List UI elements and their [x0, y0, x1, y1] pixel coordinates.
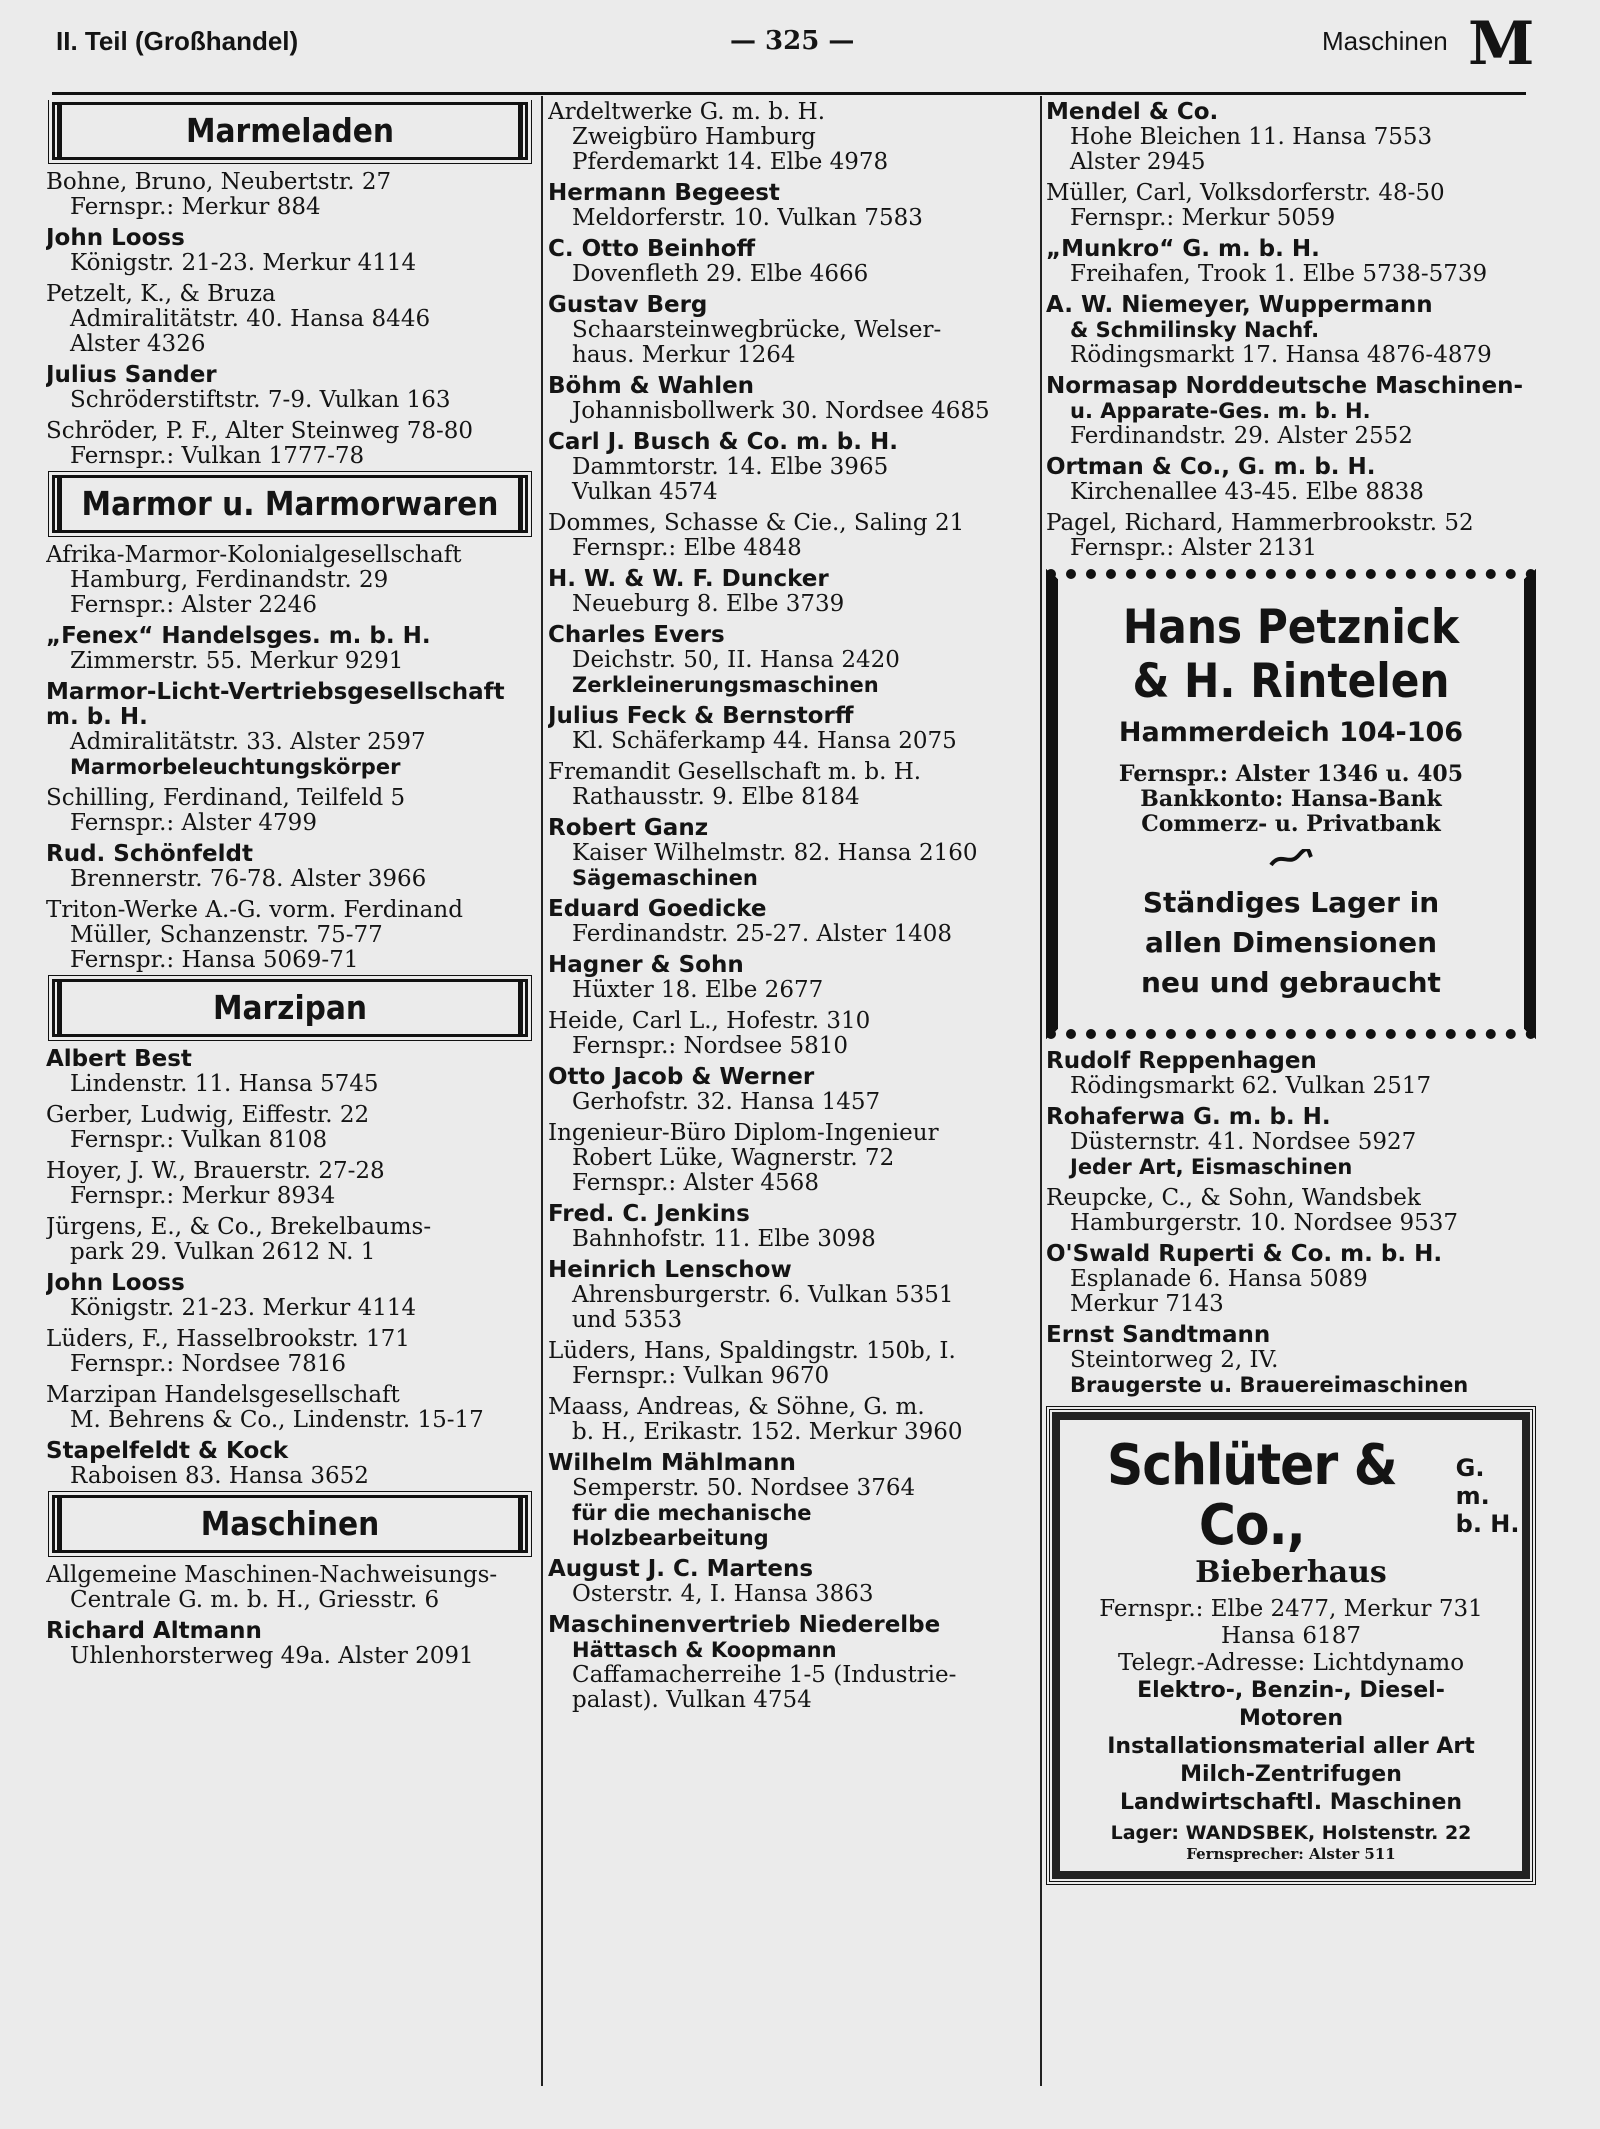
entry-detail: Meldorferstr. 10. Vulkan 7583 — [572, 205, 923, 231]
directory-entry — [548, 430, 1036, 505]
entry-detail: Freihafen, Trook 1. Elbe 5738-5739 — [1070, 261, 1488, 287]
section-title: II. Teil (Großhandel) — [56, 26, 299, 56]
entry-detail: Admiralitätstr. 33. Alster 2597 — [70, 729, 426, 755]
entry-name: August J. C. Martens — [548, 1556, 814, 1582]
directory-entry — [46, 363, 534, 413]
directory-entry — [46, 680, 534, 780]
entry-detail: Admiralitätstr. 40. Hansa 8446 — [70, 306, 431, 332]
entry-detail: Hamburgerstr. 10. Nordsee 9537 — [1070, 1210, 1459, 1236]
entry-detail: Schaarsteinwegbrücke, Welser- — [572, 317, 942, 343]
entry-detail: Sägemaschinen — [572, 866, 758, 890]
entry-detail: Vulkan 4574 — [572, 479, 718, 505]
entry-detail: Kaiser Wilhelmstr. 82. Hansa 2160 — [572, 840, 978, 866]
directory-entry — [46, 1215, 534, 1265]
column-2 — [548, 100, 1036, 2100]
entry-name: Dommes, Schasse & Cie., Saling 21 — [548, 510, 965, 536]
entry-name: Marzipan Handelsgesellschaft — [46, 1382, 400, 1408]
entry-name: Rud. Schönfeldt — [46, 841, 253, 867]
entry-name: Mendel & Co. — [1046, 100, 1219, 125]
directory-entry — [46, 786, 534, 836]
entry-name: Julius Sander — [46, 362, 217, 388]
directory-entry — [548, 1451, 1036, 1551]
ad-product: Installationsmaterial aller Art — [1107, 1734, 1475, 1759]
header-rule — [52, 92, 1526, 95]
entry-detail: Hamburg, Ferdinandstr. 29 — [70, 567, 389, 593]
ad-bank: Commerz- u. Privatbank — [1141, 811, 1441, 837]
entry-detail: Braugerste u. Brauereimaschinen — [1070, 1373, 1469, 1397]
entry-name: Petzelt, K., & Bruza — [46, 281, 276, 307]
ad-note: Ständiges Lager in — [1142, 886, 1440, 919]
entry-name: Maschinenvertrieb Niederelbe — [548, 1612, 941, 1638]
directory-entry — [548, 816, 1036, 891]
entry-detail: Centrale G. m. b. H., Griesstr. 6 — [70, 1587, 440, 1613]
column-3 — [1046, 100, 1536, 2100]
entry-detail: Kirchenallee 43-45. Elbe 8838 — [1070, 479, 1424, 505]
directory-entry — [548, 1258, 1036, 1333]
directory-entry — [1046, 1242, 1536, 1317]
entry-detail: Hättasch & Koopmann — [572, 1638, 837, 1662]
entry-detail: für die mechanische — [572, 1501, 812, 1525]
entry-detail: Steintorweg 2, IV. — [1070, 1347, 1279, 1373]
ad-firm-name: Schlüter & Co., — [1106, 1433, 1397, 1558]
entry-detail: Merkur 7143 — [1070, 1291, 1224, 1317]
entry-name: Ingenieur-Büro Diplom-Ingenieur — [548, 1120, 939, 1146]
directory-entry — [46, 170, 534, 220]
column-3-entries-bottom — [1046, 1049, 1536, 1398]
entry-name: Marmor-Licht-Vertriebsgesellschaft — [46, 679, 505, 705]
page-number: — 325 — — [730, 26, 855, 56]
entry-detail: Johannisbollwerk 30. Nordsee 4685 — [572, 398, 990, 424]
entry-name: Albert Best — [46, 1046, 192, 1072]
entry-name: O'Swald Ruperti & Co. m. b. H. — [1046, 1241, 1443, 1267]
entry-name: Hoyer, J. W., Brauerstr. 27-28 — [46, 1158, 385, 1184]
entry-detail: Deichstr. 50, II. Hansa 2420 — [572, 647, 900, 673]
entry-name: „Fenex“ Handelsges. m. b. H. — [46, 623, 431, 649]
entry-detail: Düsternstr. 41. Nordsee 5927 — [1070, 1129, 1417, 1155]
entry-name: Eduard Goedicke — [548, 896, 767, 922]
category-title: Maschinen — [1322, 26, 1448, 56]
directory-entry — [1046, 455, 1536, 505]
entry-detail: Osterstr. 4, I. Hansa 3863 — [572, 1581, 874, 1607]
ad-firm-suffix: b. H. — [1455, 1510, 1520, 1538]
entry-detail: Fernspr.: Alster 2246 — [70, 592, 317, 618]
directory-entry — [548, 1613, 1036, 1713]
entry-detail: Fernspr.: Alster 2131 — [1070, 535, 1317, 561]
directory-entry — [1046, 237, 1536, 287]
entry-name: Gustav Berg — [548, 292, 708, 318]
column-1 — [46, 100, 534, 2100]
directory-entry — [1046, 1105, 1536, 1180]
entry-detail: Caffamacherreihe 1-5 (Industrie- — [572, 1662, 957, 1688]
entry-name: John Looss — [46, 1270, 185, 1296]
entry-detail: Alster 2945 — [1070, 149, 1206, 175]
entry-name: Ardeltwerke G. m. b. H. — [548, 100, 826, 125]
entry-detail: Rödingsmarkt 62. Vulkan 2517 — [1070, 1073, 1432, 1099]
directory-entry — [548, 511, 1036, 561]
directory-entry — [46, 1383, 534, 1433]
directory-entry — [548, 760, 1036, 810]
entry-name: Charles Evers — [548, 622, 725, 648]
entry-detail: Fernspr.: Hansa 5069-71 — [70, 947, 359, 973]
ad-phone: Hansa 6187 — [1221, 1623, 1361, 1649]
entry-detail: Fernspr.: Merkur 884 — [70, 194, 321, 220]
directory-entry — [548, 237, 1036, 287]
entry-name: Maass, Andreas, & Söhne, G. m. — [548, 1394, 925, 1420]
entry-detail: Fernspr.: Vulkan 1777-78 — [70, 443, 365, 469]
ornament-icon — [1068, 845, 1514, 875]
entry-detail: Brennerstr. 76-78. Alster 3966 — [70, 866, 427, 892]
entry-name: Schröder, P. F., Alter Steinweg 78-80 — [46, 418, 474, 444]
ad-firm-suffix: G. m. — [1455, 1454, 1490, 1510]
column-divider — [1040, 96, 1042, 2086]
entry-name: Reupcke, C., & Sohn, Wandsbek — [1046, 1185, 1421, 1211]
directory-entry — [46, 842, 534, 892]
directory-entry — [1046, 293, 1536, 368]
entry-detail: Fernspr.: Vulkan 8108 — [70, 1127, 328, 1153]
directory-entry — [46, 543, 534, 618]
entry-name: Fremandit Gesellschaft m. b. H. — [548, 759, 922, 785]
entry-name: Rohaferwa G. m. b. H. — [1046, 1104, 1331, 1130]
directory-entry — [548, 704, 1036, 754]
entry-detail: Fernspr.: Merkur 8934 — [70, 1183, 336, 1209]
entry-detail: Hohe Bleichen 11. Hansa 7553 — [1070, 124, 1433, 150]
ad-firm-name: & H. Rintelen — [1132, 654, 1450, 709]
entry-name: Ortman & Co., G. m. b. H. — [1046, 454, 1376, 480]
entry-detail: Dammtorstr. 14. Elbe 3965 — [572, 454, 889, 480]
entry-detail: Fernspr.: Vulkan 9670 — [572, 1363, 830, 1389]
entry-detail: Holzbearbeitung — [572, 1526, 769, 1550]
ad-product: Elektro-, Benzin-, Diesel- — [1137, 1678, 1445, 1703]
entry-detail: Bahnhofstr. 11. Elbe 3098 — [572, 1226, 876, 1252]
directory-entry — [548, 1557, 1036, 1607]
directory-entry — [548, 567, 1036, 617]
category-heading: Marzipan — [52, 979, 528, 1037]
ad-phone: Fernspr.: Alster 1346 u. 405 — [1118, 761, 1464, 787]
entry-detail: Fernspr.: Alster 4799 — [70, 810, 317, 836]
entry-detail: Königstr. 21-23. Merkur 4114 — [70, 1295, 417, 1321]
entry-detail: haus. Merkur 1264 — [572, 342, 796, 368]
entry-name: H. W. & W. F. Duncker — [548, 566, 829, 592]
directory-entry — [46, 226, 534, 276]
ad-warehouse-phone: Fernsprecher: Alster 511 — [1186, 1845, 1396, 1863]
ad-product: Landwirtschaftl. Maschinen — [1119, 1790, 1463, 1815]
directory-entry — [548, 100, 1036, 175]
entry-detail: Fernspr.: Elbe 4848 — [572, 535, 802, 561]
entry-name: Robert Ganz — [548, 815, 709, 841]
entry-name: John Looss — [46, 225, 185, 251]
directory-entry — [548, 897, 1036, 947]
directory-entry — [548, 1339, 1036, 1389]
category-heading: Maschinen — [52, 1495, 528, 1553]
directory-entry — [46, 419, 534, 469]
entry-name: Normasap Norddeutsche Maschinen- — [1046, 373, 1524, 399]
entry-detail: & Schmilinsky Nachf. — [1070, 318, 1320, 342]
column-3-entries-top — [1046, 100, 1536, 561]
entry-detail: Ferdinandstr. 29. Alster 2552 — [1070, 423, 1413, 449]
ad-warehouse: Lager: WANDSBEK, Holstenstr. 22 — [1110, 1822, 1472, 1844]
entry-detail: Schröderstiftstr. 7-9. Vulkan 163 — [70, 387, 451, 413]
category-heading: Marmor u. Marmorwaren — [52, 475, 528, 533]
column-divider — [541, 96, 543, 2086]
entry-detail: Ferdinandstr. 25-27. Alster 1408 — [572, 921, 952, 947]
directory-entry — [548, 953, 1036, 1003]
directory-entry — [46, 1327, 534, 1377]
directory-entry — [548, 374, 1036, 424]
entry-name: Bohne, Bruno, Neubertstr. 27 — [46, 169, 392, 195]
entry-name: Carl J. Busch & Co. m. b. H. — [548, 429, 898, 455]
entry-name: Heinrich Lenschow — [548, 1257, 792, 1283]
entry-name: Wilhelm Mählmann — [548, 1450, 796, 1476]
entry-detail: u. Apparate-Ges. m. b. H. — [1070, 399, 1371, 423]
directory-entry — [46, 898, 534, 973]
entry-detail: Rathausstr. 9. Elbe 8184 — [572, 784, 860, 810]
ad-address: Hammerdeich 104-106 — [1118, 717, 1464, 748]
directory-entry — [46, 1047, 534, 1097]
directory-entry — [1046, 1049, 1536, 1099]
ad-phone: Fernspr.: Elbe 2477, Merkur 731 — [1099, 1596, 1483, 1622]
directory-entry — [548, 1395, 1036, 1445]
index-letter: M — [1468, 9, 1535, 79]
directory-entry — [1046, 511, 1536, 561]
entry-name: Hermann Begeest — [548, 180, 780, 206]
entry-name: Afrika-Marmor-Kolonialgesellschaft — [46, 542, 462, 568]
directory-entry — [1046, 181, 1536, 231]
entry-name: Julius Feck & Bernstorff — [548, 703, 854, 729]
directory-entry — [548, 293, 1036, 368]
directory-entry — [46, 1619, 534, 1669]
entry-name: Triton-Werke A.-G. vorm. Ferdinand — [46, 897, 463, 923]
advertisement-petznick — [1046, 569, 1536, 1039]
entry-name: Ernst Sandtmann — [1046, 1322, 1271, 1348]
directory-entry — [1046, 1323, 1536, 1398]
directory-entry — [46, 1103, 534, 1153]
entry-detail: Robert Lüke, Wagnerstr. 72 — [572, 1145, 895, 1171]
category-heading: Marmeladen — [52, 102, 528, 160]
entry-detail: Königstr. 21-23. Merkur 4114 — [70, 250, 417, 276]
directory-entry — [548, 181, 1036, 231]
entry-detail: Kl. Schäferkamp 44. Hansa 2075 — [572, 728, 957, 754]
advertisement-schlueter — [1046, 1406, 1536, 1885]
directory-entry — [46, 624, 534, 674]
entry-name: Lüders, F., Hasselbrookstr. 171 — [46, 1326, 410, 1352]
entry-name: Hagner & Sohn — [548, 952, 744, 978]
entry-name: Stapelfeldt & Kock — [46, 1438, 289, 1464]
entry-name: Lüders, Hans, Spaldingstr. 150b, I. — [548, 1338, 956, 1364]
entry-name: Heide, Carl L., Hofestr. 310 — [548, 1008, 871, 1034]
ad-product: Motoren — [1238, 1706, 1344, 1731]
directory-entry — [548, 1009, 1036, 1059]
entry-detail: m. b. H. — [46, 704, 148, 730]
entry-detail: M. Behrens & Co., Lindenstr. 15-17 — [70, 1407, 484, 1433]
entry-name: „Munkro“ G. m. b. H. — [1046, 236, 1320, 262]
entry-name: Müller, Carl, Volksdorferstr. 48-50 — [1046, 180, 1445, 206]
entry-detail: Semperstr. 50. Nordsee 3764 — [572, 1475, 916, 1501]
entry-detail: Zweigbüro Hamburg — [572, 124, 816, 150]
entry-detail: Zerkleinerungsmaschinen — [572, 673, 879, 697]
entry-name: Pagel, Richard, Hammerbrookstr. 52 — [1046, 510, 1474, 536]
entry-name: Schilling, Ferdinand, Teilfeld 5 — [46, 785, 406, 811]
entry-detail: Jeder Art, Eismaschinen — [1070, 1155, 1353, 1179]
entry-detail: Gerhofstr. 32. Hansa 1457 — [572, 1089, 881, 1115]
entry-detail: b. H., Erikastr. 152. Merkur 3960 — [572, 1419, 963, 1445]
directory-entry — [46, 1563, 534, 1613]
entry-name: Richard Altmann — [46, 1618, 262, 1644]
directory-entry — [46, 1439, 534, 1489]
ad-telegram: Telegr.-Adresse: Lichtdynamo — [1117, 1650, 1465, 1676]
entry-detail: Lindenstr. 11. Hansa 5745 — [70, 1071, 379, 1097]
entry-name: C. Otto Beinhoff — [548, 236, 756, 262]
entry-detail: Fernspr.: Merkur 5059 — [1070, 205, 1336, 231]
entry-detail: palast). Vulkan 4754 — [572, 1687, 812, 1713]
ad-product: Milch-Zentrifugen — [1180, 1762, 1402, 1787]
ad-building: Bieberhaus — [1195, 1555, 1387, 1590]
directory-entry — [46, 282, 534, 357]
entry-detail: park 29. Vulkan 2612 N. 1 — [70, 1239, 376, 1265]
directory-entry — [46, 1159, 534, 1209]
entry-detail: Pferdemarkt 14. Elbe 4978 — [572, 149, 889, 175]
entry-detail: Hüxter 18. Elbe 2677 — [572, 977, 824, 1003]
entry-detail: Müller, Schanzenstr. 75-77 — [70, 922, 383, 948]
entry-detail: Zimmerstr. 55. Merkur 9291 — [70, 648, 404, 674]
entry-detail: Ahrensburgerstr. 6. Vulkan 5351 — [572, 1282, 954, 1308]
entry-detail: Fernspr.: Alster 4568 — [572, 1170, 819, 1196]
directory-entry — [1046, 1186, 1536, 1236]
directory-entry — [46, 1271, 534, 1321]
directory-entry — [548, 1121, 1036, 1196]
entry-detail: Uhlenhorsterweg 49a. Alster 2091 — [70, 1643, 474, 1669]
entry-detail: Fernspr.: Nordsee 7816 — [70, 1351, 347, 1377]
entry-detail: und 5353 — [572, 1307, 683, 1333]
directory-entry — [548, 1065, 1036, 1115]
entry-name: Allgemeine Maschinen-Nachweisungs- — [46, 1562, 498, 1588]
entry-detail: Alster 4326 — [70, 331, 206, 357]
entry-name: Fred. C. Jenkins — [548, 1201, 750, 1227]
entry-detail: Esplanade 6. Hansa 5089 — [1070, 1266, 1368, 1292]
entry-detail: Dovenfleth 29. Elbe 4666 — [572, 261, 869, 287]
directory-entry — [1046, 100, 1536, 175]
ad-firm-name: Hans Petznick — [1122, 600, 1460, 655]
entry-name: Böhm & Wahlen — [548, 373, 755, 399]
entry-name: Rudolf Reppenhagen — [1046, 1048, 1317, 1074]
entry-name: Gerber, Ludwig, Eiffestr. 22 — [46, 1102, 370, 1128]
entry-detail: Fernspr.: Nordsee 5810 — [572, 1033, 849, 1059]
entry-detail: Marmorbeleuchtungskörper — [70, 755, 401, 779]
ad-note: neu und gebraucht — [1141, 966, 1441, 999]
entry-name: A. W. Niemeyer, Wuppermann — [1046, 292, 1433, 318]
directory-entry — [1046, 374, 1536, 449]
entry-detail: Neueburg 8. Elbe 3739 — [572, 591, 845, 617]
ad-bank: Bankkonto: Hansa-Bank — [1140, 786, 1442, 812]
entry-name: Jürgens, E., & Co., Brekelbaums- — [46, 1214, 432, 1240]
directory-entry — [548, 1202, 1036, 1252]
entry-name: Otto Jacob & Werner — [548, 1064, 815, 1090]
directory-entry — [548, 623, 1036, 698]
entry-detail: Rödingsmarkt 17. Hansa 4876-4879 — [1070, 342, 1492, 368]
entry-detail: Raboisen 83. Hansa 3652 — [70, 1463, 369, 1489]
ad-note: allen Dimensionen — [1144, 926, 1438, 959]
